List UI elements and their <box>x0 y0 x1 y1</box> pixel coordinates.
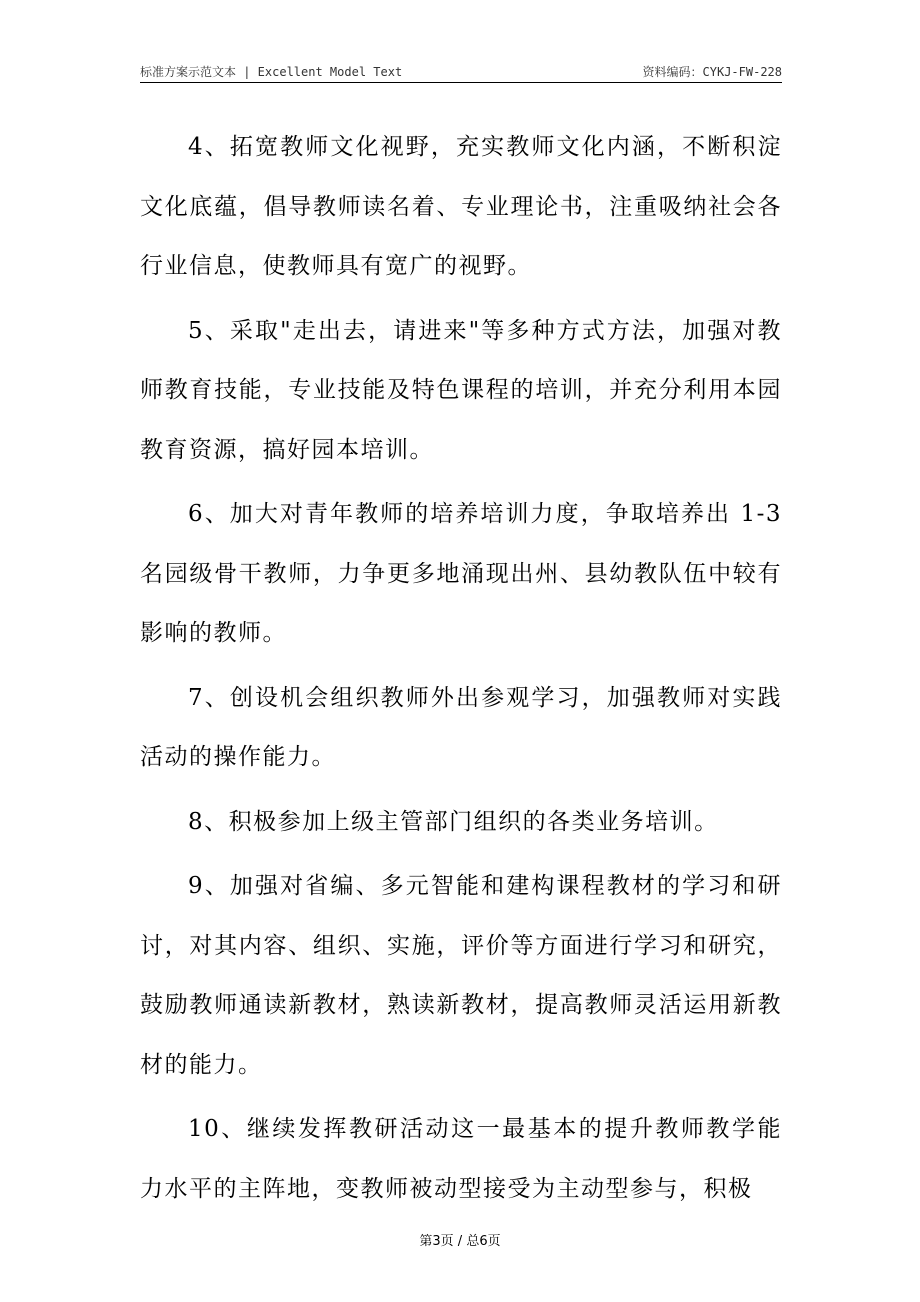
paragraph-4: 4、拓宽教师文化视野，充实教师文化内涵，不断积淀文化底蕴，倡导教师读名着、专业理论书，注重吸纳社会各行业信息，使教师具有宽广的视野。 <box>140 134 782 279</box>
header-title: 标准方案示范文本 | Excellent Model Text <box>140 65 403 79</box>
paragraph-8: 8、积极参加上级主管部门组织的各类业务培训。 <box>188 808 719 835</box>
current-page-number: 3 <box>432 1234 441 1249</box>
paragraph-6: 6、加大对青年教师的培养培训力度，争取培养出 1-3名园级骨干教师，力争更多地涌现出州、县幼教队伍中较有影响的教师。 <box>140 501 782 646</box>
footer-prefix: 第 <box>419 1234 433 1249</box>
footer-suffix: 页 <box>487 1234 501 1249</box>
header-document-code: 资料编码：CYKJ-FW-228 <box>642 65 782 79</box>
page-footer <box>0 1230 920 1249</box>
document-body <box>140 118 782 1224</box>
paragraph-5: 5、采取"走出去，请进来"等多种方式方法，加强对教师教育技能，专业技能及特色课程的培训，并充分利用本园教育资源，搞好园本培训。 <box>140 317 782 463</box>
paragraph-9: 9、加强对省编、多元智能和建构课程教材的学习和研讨，对其内容、组织、实施，评价等方面进行学习和研究，鼓励教师通读新教材，熟读新教材，提高教师灵活运用新教材的能力。 <box>140 873 782 1078</box>
paragraph-10: 10、继续发挥教研活动这一最基本的提升教师教学能力水平的主阵地，变教师被动型接受为主动型参与，积极 <box>140 1116 782 1202</box>
paragraph-7: 7、创设机会组织教师外出参观学习，加强教师对实践活动的操作能力。 <box>140 684 782 770</box>
page-header <box>140 60 782 83</box>
total-page-number: 6 <box>479 1234 488 1249</box>
footer-middle: 页 / 总 <box>440 1234 480 1249</box>
